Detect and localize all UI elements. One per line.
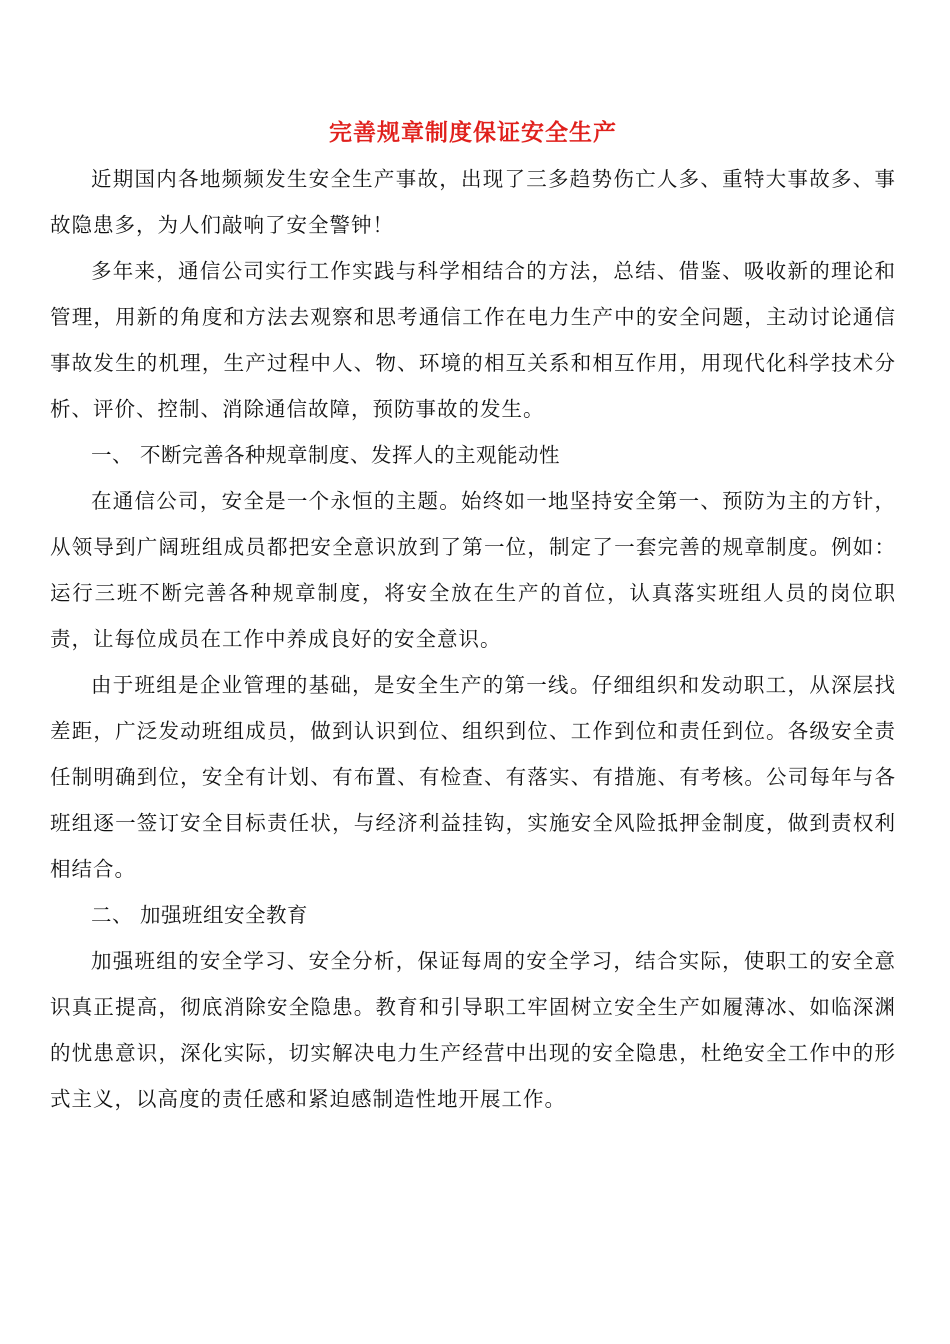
paragraph-intro: 近期国内各地频频发生安全生产事故，出现了三多趋势伤亡人多、重特大事故多、事故隐患多，为人们敲响了安全警钟！ (50, 167, 896, 237)
paragraph-section1-a: 在通信公司，安全是一个永恒的主题。始终如一地坚持安全第一、预防为主的方针，从领导到广阔班组成员都把安全意识放到了第一位，制定了一套完善的规章制度。例如：运行三班不断完善各种规章制度，将安全放在生产的首位，认真落实班组人员的岗位职责，让每位成员在工作中养成良好的安全意识。 (50, 489, 896, 651)
section-heading-1: 一、 不断完善各种规章制度、发挥人的主观能动性 (91, 443, 561, 467)
section-heading-2: 二、 加强班组安全教育 (91, 903, 309, 927)
paragraph-section1-b: 由于班组是企业管理的基础，是安全生产的第一线。仔细组织和发动职工，从深层找差距，广泛发动班组成员，做到认识到位、组织到位、工作到位和责任到位。各级安全责任制明确到位，安全有计划、有布置、有检查、有落实、有措施、有考核。公司每年与各班组逐一签订安全目标责任状，与经济利益挂钩，实施安全风险抵押金制度，做到责权利相结合。 (50, 673, 896, 881)
paragraph-overview: 多年来，通信公司实行工作实践与科学相结合的方法，总结、借鉴、吸收新的理论和管理，用新的角度和方法去观察和思考通信工作在电力生产中的安全问题，主动讨论通信事故发生的机理，生产过程中人、物、环境的相互关系和相互作用，用现代化科学技术分析、评价、控制、消除通信故障，预防事故的发生。 (50, 259, 896, 421)
paragraph-section2: 加强班组的安全学习、安全分析，保证每周的安全学习，结合实际，使职工的安全意识真正提高，彻底消除安全隐患。教育和引导职工牢固树立安全生产如履薄冰、如临深渊的忧患意识，深化实际，切实解决电力生产经营中出现的安全隐患，杜绝安全工作中的形式主义，以高度的责任感和紧迫感制造性地开展工作。 (50, 949, 896, 1111)
document-page (50, 110, 896, 1122)
document-title: 完善规章制度保证安全生产 (329, 119, 617, 146)
